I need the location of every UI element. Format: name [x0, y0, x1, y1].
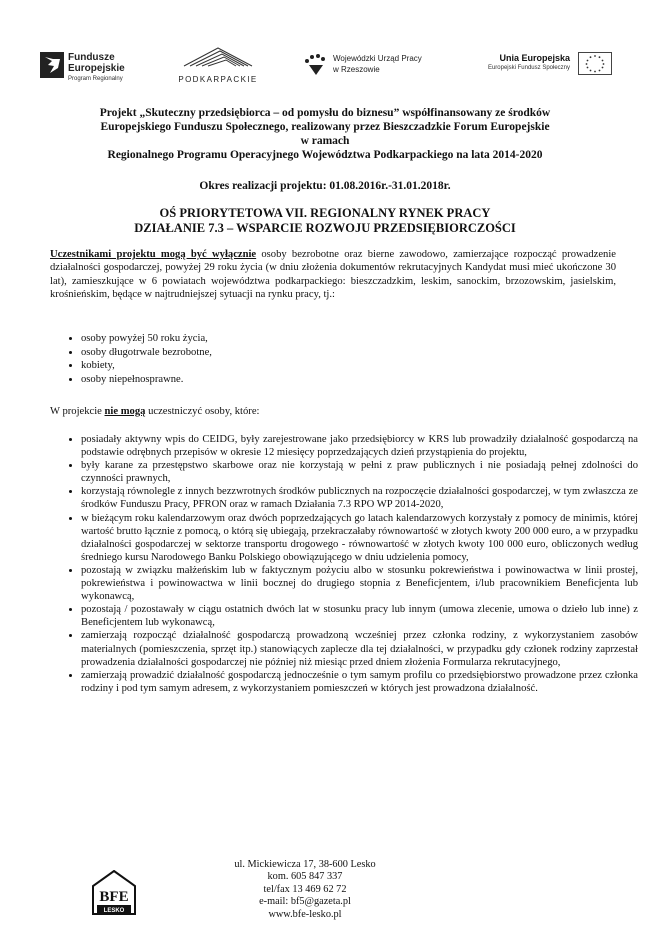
list-item: • posiadały aktywny wpis do CEIDG, były zarejestrowane jako przedsiębiorcy w KRS lub prowadziły działalność gospodarczą na podstawie odrębnych przepisów w okresie 12 miesięcy poprzedzających dzień przystąpienia do projektu,: [81, 433, 638, 459]
list-item: • zamierzają rozpocząć działalność gospodarczą prowadzoną wcześniej przez członka rodziny, z wykorzystaniem zasobów materialnych (pomieszczenia, sprzęt itp.) stanowiących zaplecze dla tej działalności, w przypadku gdy członek rodziny zaprzestał prowadzenia działalności gospodarczej nie później niż miesiąc przed dniem złożenia Formularza rekrutacyjnego,: [81, 629, 638, 668]
axis-line1: OŚ PRIORYTETOWA VII. REGIONALNY RYNEK PRACY: [159, 206, 491, 220]
participants-paragraph: [50, 248, 616, 301]
contact-phone: kom. 605 847 337: [267, 871, 343, 883]
bfe-logo-text: BFE: [99, 889, 129, 905]
fe-logo-line3: Program Regionalny: [68, 76, 123, 82]
logo-bar: [0, 40, 651, 90]
list-item: • pozostają / pozostawały w ciągu ostatnich dwóch lat w stosunku pracy lub innym (umowa zlecenie, umowa o dzieło lub inne) z Beneficjentem lub wykonawcą,: [81, 603, 638, 629]
list-item: • osoby niepełnosprawne.: [81, 373, 212, 387]
list-item: • osoby powyżej 50 roku życia,: [81, 332, 212, 346]
ue-logo-line1: Unia Europejska: [499, 53, 570, 63]
wup-stars-icon: [303, 53, 329, 77]
header-line3: w ramach: [300, 135, 350, 147]
axis-line2: DZIAŁANIE 7.3 – WSPARCIE ROZWOJU PRZEDSIĘBIORCZOŚCI: [134, 221, 516, 235]
list-item: • pozostają w związku małżeńskim lub w faktycznym pożyciu albo w stosunku pokrewieństwa i powinowactwa w linii prostej, pokrewieństwa i powinowactwa w linii bocznej do drugiego stopnia z Beneficjentem, i/lub pracownikiem Beneficjenta lub wykonawcą,: [81, 564, 638, 603]
bfe-logo-sub: LESKO: [103, 907, 125, 914]
ue-logo-line2: Europejski Fundusz Społeczny: [487, 65, 570, 71]
list-item: • korzystają równolegle z innych bezzwrotnych środków publicznych na rozpoczęcie działalności gospodarczej, w tym zwłaszcza ze środków Funduszu Pracy, PFRON oraz w ramach Działania 7.3 RPO WP 2014-2020,: [81, 485, 638, 511]
exclusions-intro: [50, 406, 259, 417]
project-period: Okres realizacji projektu: 01.08.2016r.-31.01.2018r.: [199, 180, 451, 192]
exclusions-post: uczestniczyć osoby, które:: [145, 406, 260, 417]
fe-logo-line1: Fundusze: [68, 52, 115, 63]
project-header: [40, 106, 610, 162]
contact-address: ul. Mickiewicza 17, 38-600 Lesko: [234, 859, 376, 870]
exclusions-emph: nie mogą: [104, 406, 146, 417]
contact-website: www.bfe-lesko.pl: [268, 908, 342, 920]
header-line4: Regionalnego Programu Operacyjnego Województwa Podkarpackiego na lata 2014-2020: [107, 149, 543, 161]
fe-logo-line2: Europejskie: [68, 63, 125, 74]
participants-text: osoby bezrobotne oraz bierne zawodowo, zamierzające rozpocząć prowadzenie działalności gospodarczej, powyżej 29 roku życia (w dniu złożenia dokumentów rekrutacyjnych Kandydat musi mieć ukończone 30 lat), zamieszkujące w 6 powiatach województwa podkarpackiego: bieszczadzkim, leskim, sanockim, brzozowskim, jasielskim, krośnieńskim, będące w najtrudniejszej sytuacji na rynku pracy, tj.:: [50, 249, 616, 300]
list-item: • kobiety,: [81, 359, 212, 373]
bfe-lesko-logo: [91, 870, 137, 916]
participants-lead: Uczestnikami projektu mogą być wyłącznie: [50, 249, 257, 260]
exclusions-list: [55, 433, 638, 695]
podkarpackie-mountains-icon: [178, 46, 258, 68]
list-item: • zamierzają prowadzić działalność gospodarczą jednocześnie o tym samym profilu co przedsiębiorstwo prowadzone przez członka rodziny i pod tym samym adresem, z wykorzystaniem pomieszczeń w których jest prowadzona działalność.: [81, 669, 638, 695]
podkarpackie-logo-text: PODKARPACKIE: [178, 75, 258, 84]
exclusions-pre: W projekcie: [50, 406, 105, 417]
eu-flag-icon: [578, 52, 612, 75]
list-item: • były karane za przestępstwo skarbowe oraz nie korzystają w pełni z praw publicznych i nie posiadają pełnej zdolności do czynności prawnych,: [81, 459, 638, 485]
wup-logo-line2: w Rzeszowie: [333, 65, 380, 74]
header-line1: Projekt „Skuteczny przedsiębiorca – od pomysłu do biznesu” współfinansowany ze środków: [99, 107, 551, 119]
wup-logo-line1: Wojewódzki Urząd Pracy: [333, 54, 422, 63]
contact-block: [220, 859, 390, 921]
priority-axis-heading: [40, 206, 610, 236]
list-item: • w bieżącym roku kalendarzowym oraz dwóch poprzedzających go latach kalendarzowych korzystały z pomocy de minimis, której wartość brutto łącznie z pomocą, o którą się ubiegają, przekraczałaby równowartość w złotych kwoty 200 000 euro, a w przypadku działalności gospodarczej w sektorze transportu drogowego - równowartość w złotych kwoty 100 000 euro, obliczonych według średniego kursu Narodowego Banku Polskiego obowiązującego w dniu udzielenia pomocy,: [81, 512, 638, 564]
participants-list: [55, 332, 212, 386]
contact-email: e-mail: bf5@gazeta.pl: [259, 896, 351, 908]
list-item: • osoby długotrwale bezrobotne,: [81, 346, 212, 360]
contact-fax: tel/fax 13 469 62 72: [263, 883, 347, 895]
podkarpackie-logo: [168, 46, 268, 84]
fe-star-mark-icon: [40, 52, 64, 78]
header-line2: Europejskiego Funduszu Społecznego, realizowany przez Bieszczadzkie Forum Europejskie: [100, 121, 550, 133]
